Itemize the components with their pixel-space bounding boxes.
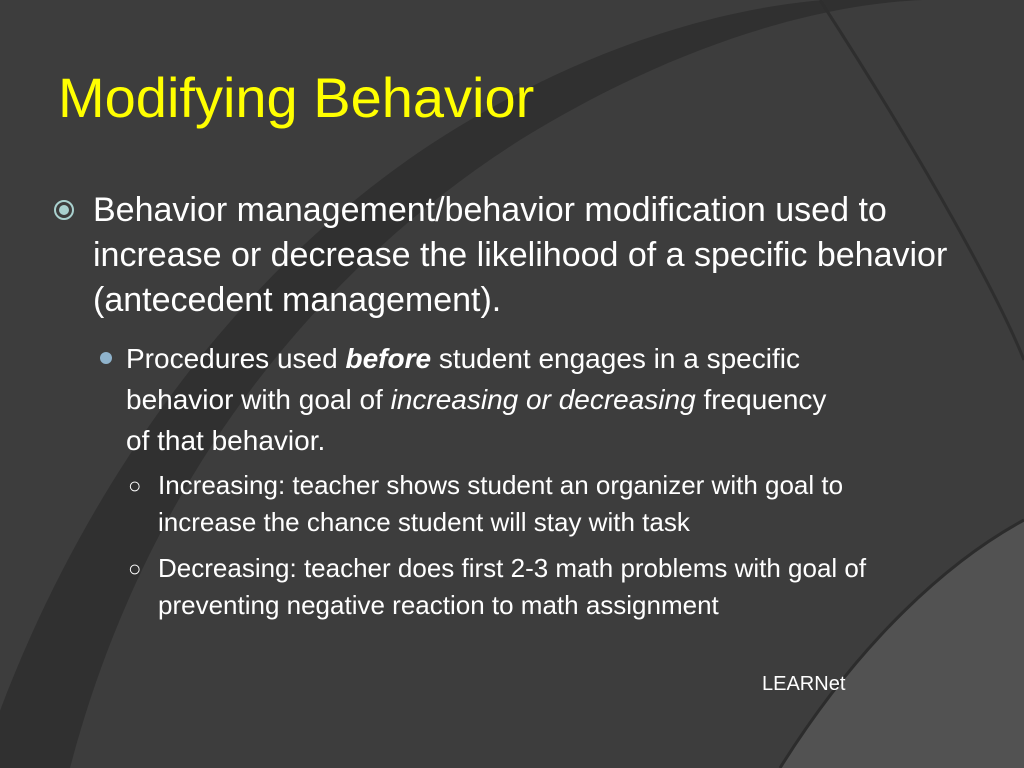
- bullet-level3-decreasing-text: Decreasing: teacher does first 2-3 math problems with goal of preventing negative reaction to math assignment: [158, 553, 867, 620]
- bullet-level3-decreasing: [128, 550, 928, 624]
- bullet-level3-increasing: [128, 467, 928, 541]
- slide-title: Modifying Behavior: [58, 66, 535, 129]
- circle-dot-icon: [53, 199, 75, 221]
- bullet-level3-increasing-text: Increasing: teacher shows student an organizer with goal to increase the chance student will stay with task: [158, 470, 844, 537]
- bullet-level2-part5: frequency of that behavior.: [126, 384, 827, 456]
- bullet-level2-part1: Procedures used: [126, 343, 346, 374]
- hollow-circle-icon: ○: [128, 473, 142, 498]
- footer-source: LEARNet: [762, 673, 846, 695]
- bullet-level1-text: Behavior management/behavior modification used to increase or decrease the likelihood of a specific behavior (antecedent management).: [93, 191, 948, 319]
- bullet-level2-part3: student engages in a specific behavior with goal of: [126, 343, 800, 415]
- bullet-level2: [126, 338, 846, 461]
- bullet-level2-text: [126, 343, 826, 456]
- hollow-circle-icon: ○: [128, 556, 142, 581]
- bullet-level1: [93, 188, 953, 323]
- filled-dot-icon: [100, 352, 112, 364]
- bullet-level2-emphasis-before: before: [345, 343, 432, 374]
- bullet-level2-emphasis-inc-dec: increasing or decreasing: [390, 384, 696, 415]
